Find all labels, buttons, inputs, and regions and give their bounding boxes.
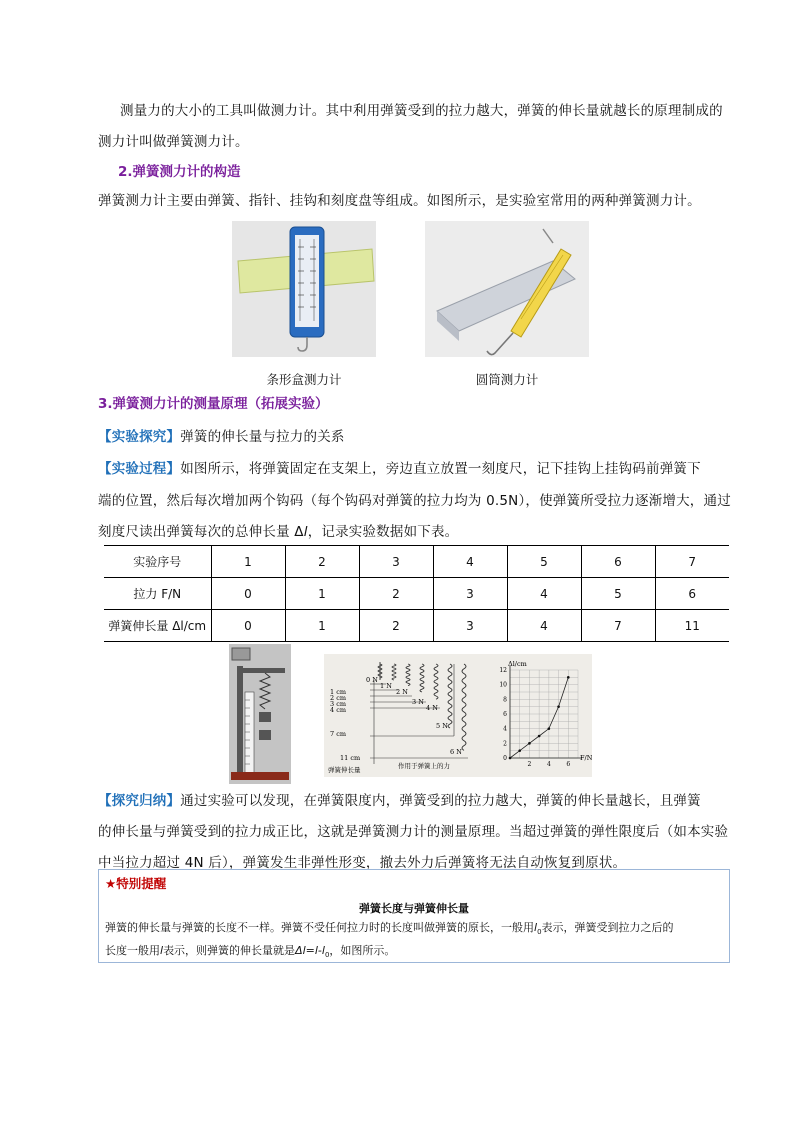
reminder-text: 长度一般用 [105, 944, 160, 957]
data-point [518, 749, 521, 752]
stand-apparatus-photo [229, 644, 291, 784]
intro-line-2: 测力计叫做弹簧测力计。 [98, 134, 249, 150]
table-cell: 4 [433, 546, 507, 578]
table-cell: 2 [359, 578, 433, 610]
table-cell: 3 [433, 578, 507, 610]
cylinder-dynamometer-illustration [425, 221, 589, 357]
table-cell: 6 [581, 546, 655, 578]
data-point [548, 727, 551, 730]
summary-line-1 [98, 786, 701, 816]
reminder-var: l [160, 944, 164, 957]
table-cell: 3 [433, 610, 507, 642]
table-cell: 5 [507, 546, 581, 578]
y-tick-label: 0 [503, 755, 507, 762]
table-cell: 1 [285, 578, 359, 610]
process-tag: 【实验过程】 [98, 461, 181, 477]
table-cell: 0 [211, 578, 285, 610]
table-cell: 2 [285, 546, 359, 578]
newton-label: 2 N [396, 688, 408, 696]
explore-tag: 【实验探究】 [98, 429, 181, 445]
table-cell: 0 [211, 610, 285, 642]
reminder-line-2 [105, 939, 395, 967]
y-tick-label: 8 [503, 696, 507, 704]
reminder-heading: ★特别提醒 [105, 876, 167, 891]
reminder-text: 表示，则弹簧的伸长量就是 [163, 944, 296, 957]
cm-label: 4 cm [330, 706, 347, 714]
caption-cylinder-dynamometer: 圆筒测力计 [475, 372, 539, 387]
newton-label: 6 N [450, 748, 462, 756]
spring-diagram-svg [324, 654, 592, 777]
summary-text-1: 通过实验可以发现，在弹簧限度内，弹簧受到的拉力越大，弹簧的伸长量越长，且弹簧 [180, 793, 701, 809]
y-tick-label: 2 [503, 740, 507, 748]
table-cell: 2 [359, 610, 433, 642]
table-cell: 4 [507, 610, 581, 642]
newton-label: 3 N [412, 698, 424, 706]
diagram-caption-left: 弹簧伸长量 [328, 766, 361, 774]
table-cell: 11 [655, 610, 729, 642]
cm-label: 1 cm [330, 688, 347, 696]
spring-extension-diagram [324, 654, 592, 777]
x-tick-label: 2 [527, 761, 532, 768]
table-cell: 5 [581, 578, 655, 610]
newton-label: 1 N [380, 682, 392, 690]
table-row [104, 546, 729, 578]
reminder-text: 表示，弹簧受到拉力之后的 [541, 921, 674, 934]
newton-label: 0 N [366, 676, 378, 684]
section-2-text: 弹簧测力计主要由弹簧、指针、挂钩和刻度盘等组成。如图所示，是实验室常用的两种弹簧测力计。 [98, 193, 701, 209]
table-row-label: 拉力 F/N [104, 578, 211, 610]
reminder-sub: 0 [537, 928, 542, 937]
table-cell: 7 [581, 610, 655, 642]
summary-tag: 【探究归纳】 [98, 793, 181, 809]
table-row-label: 实验序号 [104, 546, 211, 578]
process-line-3 [98, 517, 458, 547]
section-2-title: 2.弹簧测力计的构造 [118, 164, 241, 180]
x-tick-label: 6 [566, 761, 571, 768]
cm-label: 2 cm [330, 694, 347, 702]
y-tick-label: 10 [499, 681, 507, 689]
y-tick-label: 6 [503, 711, 507, 718]
table-cell: 1 [211, 546, 285, 578]
process-line-2: 端的位置，然后每次增加两个钩码（每个钩码对弹簧的拉力均为 0.5N），使弹簧所受拉力逐渐增大，通过 [98, 493, 731, 509]
cm-label: 11 cm [340, 754, 361, 762]
table-row [104, 578, 729, 610]
data-point [509, 757, 512, 760]
diagram-caption-right: 作用于弹簧上的力 [398, 762, 450, 770]
graph-ylabel: Δl/cm [508, 660, 527, 668]
data-point [567, 676, 570, 679]
reminder-text: 弹簧的伸长量与弹簧的长度不一样。弹簧不受任何拉力时的长度叫做弹簧的原长，一般用 [105, 921, 534, 934]
caption-box-dynamometer: 条形盒测力计 [266, 372, 342, 387]
reminder-formula: Δl=l-l [295, 944, 325, 957]
special-reminder-box [98, 869, 730, 963]
reminder-text: ，如图所示。 [329, 944, 396, 957]
summary-line-3: 中当拉力超过 4N 后），弹簧发生非弹性形变，撤去外力后弹簧将无法自动恢复到原状。 [98, 855, 627, 871]
table-row [104, 610, 729, 642]
data-point [528, 742, 531, 745]
intro-line-1: 测量力的大小的工具叫做测力计。其中利用弹簧受到的拉力越大，弹簧的伸长量就越长的原理制成的 [120, 103, 723, 119]
x-tick-label: 4 [546, 761, 551, 768]
process-line-1 [98, 454, 701, 484]
table-cell: 1 [285, 610, 359, 642]
summary-line-2: 的伸长量与弹簧受到的拉力成正比，这就是弹簧测力计的测量原理。当超过弹簧的弹性限度后（如本实验 [98, 824, 729, 840]
process-text-3a: 刻度尺读出弹簧每次的总伸长量 Δ [98, 524, 304, 540]
section-3-title: 3.弹簧测力计的测量原理（拓展实验） [98, 396, 329, 412]
reminder-title: 弹簧长度与弹簧伸长量 [359, 902, 469, 915]
data-point [557, 705, 560, 708]
data-table [104, 545, 729, 642]
cylinder-dynamometer-photo [425, 221, 589, 357]
box-dynamometer-illustration [232, 221, 376, 357]
newton-label: 5 N [436, 722, 448, 730]
newton-label: 4 N [426, 704, 438, 712]
process-text-1: 如图所示，将弹簧固定在支架上，旁边直立放置一刻度尺，记下挂钩上挂钩码前弹簧下 [180, 461, 701, 477]
explore-line [98, 422, 345, 452]
process-var-l: l [303, 524, 308, 540]
reminder-sub: 0 [324, 951, 330, 960]
cm-label: 7 cm [330, 730, 347, 738]
table-cell: 3 [359, 546, 433, 578]
explore-text: 弹簧的伸长量与拉力的关系 [180, 429, 345, 445]
table-row-label: 弹簧伸长量 Δl/cm [104, 610, 211, 642]
y-tick-label: 12 [499, 667, 507, 674]
table-cell: 4 [507, 578, 581, 610]
table-cell: 7 [655, 546, 729, 578]
stand-apparatus-illustration [229, 644, 291, 784]
table-cell: 6 [655, 578, 729, 610]
data-point [538, 735, 541, 738]
process-text-3b: ，记录实验数据如下表。 [307, 524, 459, 540]
box-dynamometer-photo [232, 221, 376, 357]
reminder-var: l [534, 921, 538, 934]
graph-xlabel: F/N [580, 754, 592, 762]
cm-label: 3 cm [330, 700, 347, 708]
y-tick-label: 4 [503, 725, 507, 733]
